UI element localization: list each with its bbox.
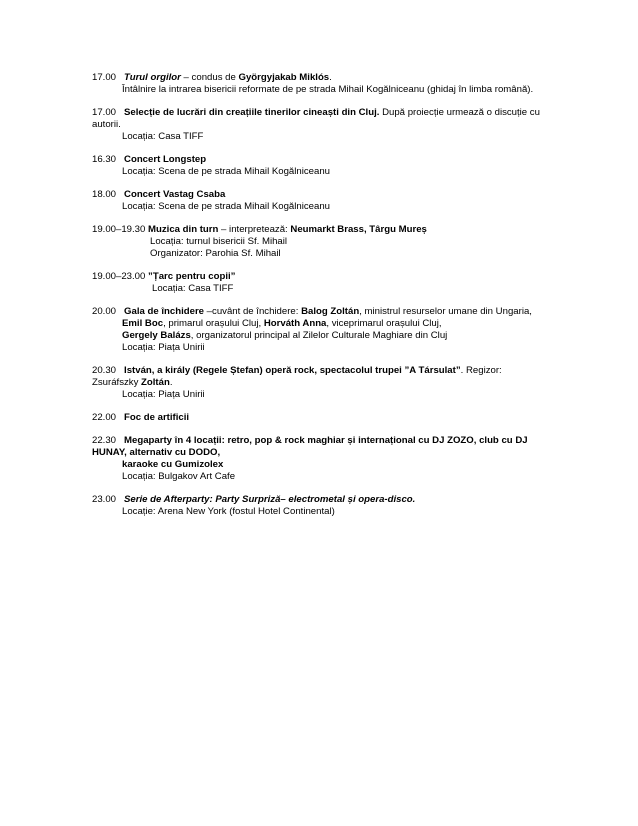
- event-time: 18.00: [92, 189, 117, 200]
- event-title: Concert Longstep: [124, 154, 207, 165]
- event-title: Selecție de lucrări din creațiile tinerilor cineaști din Cluj.: [124, 107, 380, 118]
- schedule-entry: [92, 435, 547, 483]
- event-title: Gala de închidere: [124, 306, 205, 317]
- guest-name: Emil Boc: [122, 318, 164, 329]
- event-title: Concert Vastag Csaba: [124, 189, 226, 200]
- event-location: Locația: Casa TIFF: [152, 283, 234, 294]
- event-time: 22.30: [92, 435, 117, 446]
- event-location: Locația: turnul bisericii Sf. Mihail: [150, 236, 288, 247]
- event-time: 19.00–19.30: [92, 224, 146, 235]
- event-location: Locația: Bulgakov Art Cafe: [122, 471, 236, 482]
- event-title: Muzica din turn: [148, 224, 219, 235]
- event-time: 20.30: [92, 365, 117, 376]
- guest-name: Gergely Balázs: [122, 330, 191, 341]
- event-title: István, a király (Regele Ștefan) operă rock, spectacolul trupei ”A Társulat”: [124, 365, 461, 376]
- schedule-entry: [92, 494, 547, 518]
- event-performer: Neumarkt Brass, Târgu Mureș: [290, 224, 427, 235]
- event-description: . Regizor: Zsuráfszky: [92, 365, 502, 388]
- event-time: 17.00: [92, 107, 117, 118]
- event-time: 20.00: [92, 306, 117, 317]
- event-director: Zoltán: [141, 377, 170, 388]
- event-title: Foc de artificii: [124, 412, 190, 423]
- event-title: ”Țarc pentru copii”: [148, 271, 236, 282]
- schedule-entry: 20.00 Gala de închidere –cuvânt de închidere: Balog Zoltán, ministrul resurselor umane din Ungaria, Emil Boc, primarul orașului Cluj, Horváth Anna, viceprimarul orașului Cluj, Gergely Balázs, organizatorul principal al Zilelor Culturale Maghiare din Cluj Locația: Piața Unirii: [92, 306, 547, 354]
- event-organizer: Organizator: Parohia Sf. Mihail: [150, 248, 281, 259]
- event-title: Serie de Afterparty: Party Surpriză– electrometal și opera-disco.: [124, 494, 416, 505]
- schedule-entry: 19.00–19.30 Muzica din turn – interpretează: Neumarkt Brass, Târgu Mureș Locația: turnul bisericii Sf. Mihail Organizator: Parohia Sf. Mihail: [92, 224, 547, 260]
- event-title: Turul orgilor: [124, 72, 181, 83]
- schedule-entry: [92, 189, 547, 213]
- event-schedule: [92, 72, 547, 529]
- event-time: 22.00: [92, 412, 117, 423]
- schedule-entry: [92, 412, 547, 424]
- event-time: 16.30: [92, 154, 117, 165]
- schedule-entry: [92, 154, 547, 178]
- event-title-continued: karaoke cu Gumizolex: [122, 459, 224, 470]
- event-time: 23.00: [92, 494, 117, 505]
- event-location: Locația: Piața Unirii: [122, 342, 205, 353]
- schedule-entry: 17.00 Turul orgilor – condus de Györgyjakab Miklós. Întâlnire la intrarea bisericii reformate de pe strada Mihail Kogălniceanu (ghidaj în limba română).: [92, 72, 547, 96]
- event-time: 19.00–23.00: [92, 271, 146, 282]
- schedule-entry: 20.30 István, a király (Regele Ștefan) operă rock, spectacolul trupei ”A Társulat”. Regizor: Zsuráfszky Zoltán. Locația: Piața Unirii: [92, 365, 547, 401]
- event-location: Locația: Piața Unirii: [122, 389, 205, 400]
- event-location: Locație: Arena New York (fostul Hotel Continental): [122, 506, 335, 517]
- event-description: După proiecție urmează o discuție cu autorii.: [92, 107, 540, 130]
- schedule-entry: [92, 107, 547, 143]
- schedule-entry: [92, 271, 547, 295]
- event-speaker: Balog Zoltán: [301, 306, 360, 317]
- event-note: Întâlnire la intrarea bisericii reformate de pe strada Mihail Kogălniceanu (ghidaj în limba română).: [122, 84, 534, 95]
- event-time: 17.00: [92, 72, 117, 83]
- event-location: Locația: Scena de pe strada Mihail Kogălniceanu: [122, 166, 331, 177]
- event-location: Locația: Casa TIFF: [122, 131, 204, 142]
- event-person: Györgyjakab Miklós: [238, 72, 330, 83]
- event-location: Locația: Scena de pe strada Mihail Kogălniceanu: [122, 201, 331, 212]
- guest-name: Horváth Anna: [263, 318, 327, 329]
- event-title: Megaparty în 4 locații: retro, pop & rock maghiar și internațional cu DJ ZOZO, club cu DJ HUNAY, alternativ cu DODO,: [92, 435, 528, 458]
